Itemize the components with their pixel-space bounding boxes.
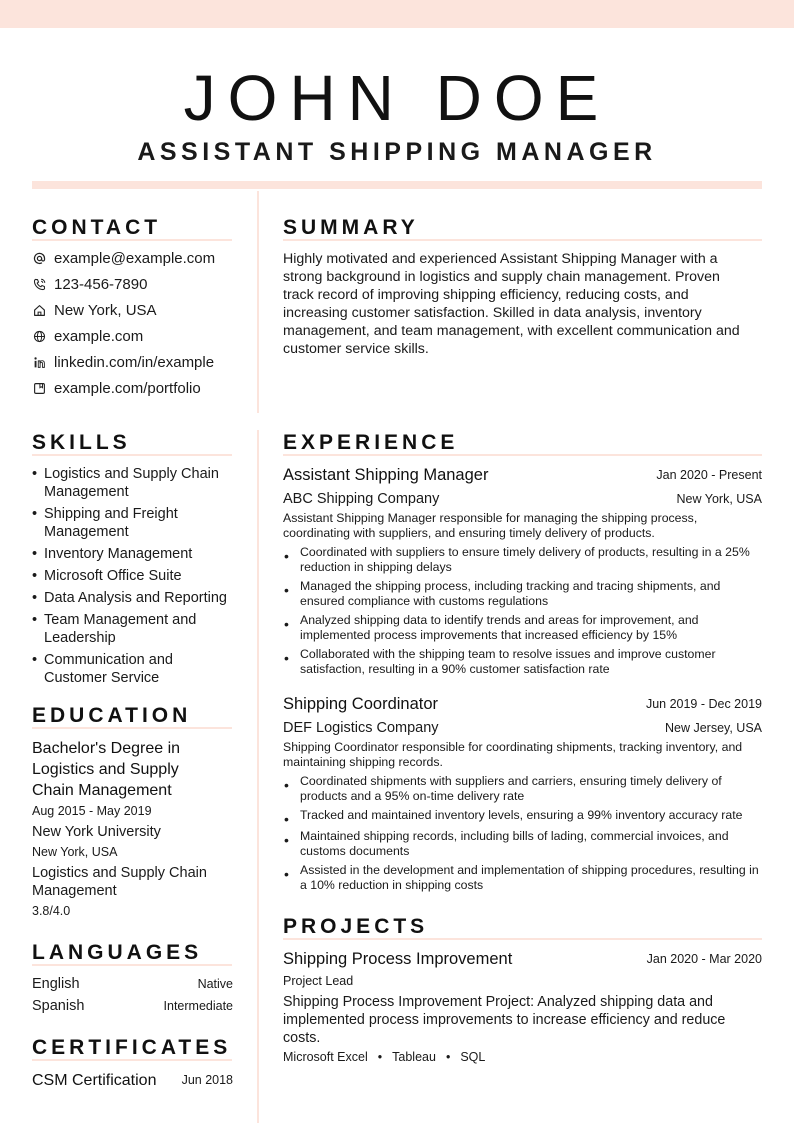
contact-linkedin[interactable] bbox=[32, 352, 214, 372]
job-bullet: • Managed the shipping process, including tracking and tracing shipments, and ensured compliance with customs regulations bbox=[300, 579, 760, 609]
project-title: Shipping Process Improvement bbox=[283, 950, 513, 968]
job-location: New Jersey, USA bbox=[664, 721, 762, 735]
summary-rule bbox=[283, 239, 762, 241]
linkedin-icon bbox=[32, 355, 46, 369]
education-field: Logistics and Supply Chain Management bbox=[32, 865, 207, 899]
contact-location bbox=[32, 300, 157, 320]
tool-separator: • bbox=[377, 1050, 383, 1064]
contact-heading: CONTACT bbox=[32, 216, 162, 239]
education-gpa: 3.8/4.0 bbox=[32, 904, 71, 918]
home-icon bbox=[32, 303, 46, 317]
job-bullet: • Assisted in the development and implementation of shipping procedures, resulting in a 10% reduction in shipping costs bbox=[300, 863, 760, 893]
project-tools bbox=[283, 1049, 485, 1065]
candidate-title: ASSISTANT SHIPPING MANAGER bbox=[137, 138, 657, 166]
column-divider-bottom bbox=[257, 430, 259, 1123]
contact-portfolio-text: example.com/portfolio bbox=[54, 379, 201, 397]
portfolio-icon bbox=[32, 381, 46, 395]
projects-rule bbox=[283, 938, 762, 940]
header-divider bbox=[32, 181, 762, 189]
job-description: Shipping Coordinator responsible for coordinating shipments, tracking inventory, and maintaining shipping records. bbox=[283, 740, 743, 769]
top-accent-bar bbox=[0, 0, 794, 28]
language-name: English bbox=[32, 976, 80, 992]
skill-item: • Data Analysis and Reporting bbox=[32, 589, 242, 607]
column-divider-top bbox=[257, 191, 259, 413]
globe-icon bbox=[32, 329, 46, 343]
project-dates: Jan 2020 - Mar 2020 bbox=[646, 952, 762, 966]
certificates-heading: CERTIFICATES bbox=[32, 1036, 232, 1059]
contact-phone-text: 123-456-7890 bbox=[54, 275, 148, 293]
skills-rule bbox=[32, 454, 232, 456]
summary-text: Highly motivated and experienced Assistant Shipping Manager with a strong background in logistics and supply chain management. Proven track record of improving shipping efficiency, reducing costs, and increasing customer satisfaction. Skilled in data analysis, inventory management, and team management, with excellent communication and customer service skills. bbox=[283, 251, 740, 357]
job-bullet: • Tracked and maintained inventory levels, ensuring a 99% inventory accuracy rate bbox=[300, 808, 760, 823]
skill-item: • Communication and Customer Service bbox=[32, 651, 202, 687]
project-description: Shipping Process Improvement Project: Analyzed shipping data and implemented process improvements to increase efficiency and reduce costs. bbox=[283, 994, 726, 1046]
project-role: Project Lead bbox=[283, 974, 354, 988]
projects-heading: PROJECTS bbox=[283, 915, 429, 938]
job-bullet: • Analyzed shipping data to identify trends and areas for improvement, and implemented process improvements that increased efficiency by 15% bbox=[300, 613, 760, 643]
job-bullet: • Collaborated with the shipping team to resolve issues and improve customer satisfaction, resulting in a 90% customer satisfaction rate bbox=[300, 647, 760, 677]
education-location: New York, USA bbox=[32, 845, 118, 859]
contact-email-text: example@example.com bbox=[54, 249, 216, 267]
certificate-date: Jun 2018 bbox=[181, 1073, 233, 1087]
contact-website-text: example.com bbox=[54, 327, 144, 345]
skill-item: • Microsoft Office Suite bbox=[32, 567, 242, 585]
summary-heading: SUMMARY bbox=[283, 216, 419, 239]
contact-phone[interactable] bbox=[32, 274, 147, 294]
education-rule bbox=[32, 727, 232, 729]
contact-rule bbox=[32, 239, 232, 241]
skill-item: • Inventory Management bbox=[32, 545, 242, 563]
skill-item: • Logistics and Supply Chain Management bbox=[32, 465, 242, 501]
skills-heading: SKILLS bbox=[32, 431, 131, 454]
contact-email[interactable] bbox=[32, 248, 215, 268]
certificates-rule bbox=[32, 1059, 232, 1061]
job-company: DEF Logistics Company bbox=[283, 720, 439, 736]
phone-icon bbox=[32, 277, 46, 291]
job-title: Assistant Shipping Manager bbox=[283, 466, 489, 484]
languages-heading: LANGUAGES bbox=[32, 941, 203, 964]
experience-heading: EXPERIENCE bbox=[283, 431, 459, 454]
job-bullet: • Coordinated shipments with suppliers and carriers, ensuring timely delivery of products and a 95% on-time delivery rate bbox=[300, 774, 760, 804]
job-title: Shipping Coordinator bbox=[283, 695, 439, 713]
job-location: New York, USA bbox=[676, 492, 762, 506]
contact-website[interactable] bbox=[32, 326, 143, 346]
at-icon bbox=[32, 251, 46, 265]
job-description: Assistant Shipping Manager responsible for managing the shipping process, coordinating with suppliers, and ensuring timely delivery of products. bbox=[283, 511, 698, 540]
contact-location-text: New York, USA bbox=[54, 301, 157, 319]
tool-separator: • bbox=[445, 1050, 451, 1064]
project-tool: Tableau bbox=[392, 1050, 436, 1064]
certificate-name: CSM Certification bbox=[32, 1072, 157, 1089]
skill-item: • Shipping and Freight Management bbox=[32, 505, 242, 541]
project-tool: Microsoft Excel bbox=[283, 1050, 368, 1064]
job-dates: Jan 2020 - Present bbox=[656, 468, 762, 482]
language-level: Native bbox=[197, 977, 233, 991]
language-name: Spanish bbox=[32, 998, 85, 1014]
language-level: Intermediate bbox=[163, 999, 233, 1013]
contact-portfolio[interactable] bbox=[32, 378, 201, 398]
education-school: New York University bbox=[32, 824, 161, 840]
job-company: ABC Shipping Company bbox=[283, 491, 440, 507]
languages-rule bbox=[32, 964, 232, 966]
job-bullet: • Coordinated with suppliers to ensure timely delivery of products, resulting in a 25% reduction in shipping delays bbox=[300, 545, 760, 575]
candidate-name: JOHN DOE bbox=[183, 62, 611, 134]
skill-item: • Team Management and Leadership bbox=[32, 611, 218, 647]
project-tool: SQL bbox=[460, 1050, 486, 1064]
education-heading: EDUCATION bbox=[32, 704, 192, 727]
contact-linkedin-text: linkedin.com/in/example bbox=[54, 353, 215, 371]
experience-rule bbox=[283, 454, 762, 456]
education-dates: Aug 2015 - May 2019 bbox=[32, 804, 152, 818]
job-bullet: • Maintained shipping records, including bills of lading, commercial invoices, and customs documents bbox=[300, 829, 760, 859]
education-degree: Bachelor's Degree in Logistics and Supply Chain Management bbox=[32, 740, 181, 799]
job-dates: Jun 2019 - Dec 2019 bbox=[645, 697, 762, 711]
